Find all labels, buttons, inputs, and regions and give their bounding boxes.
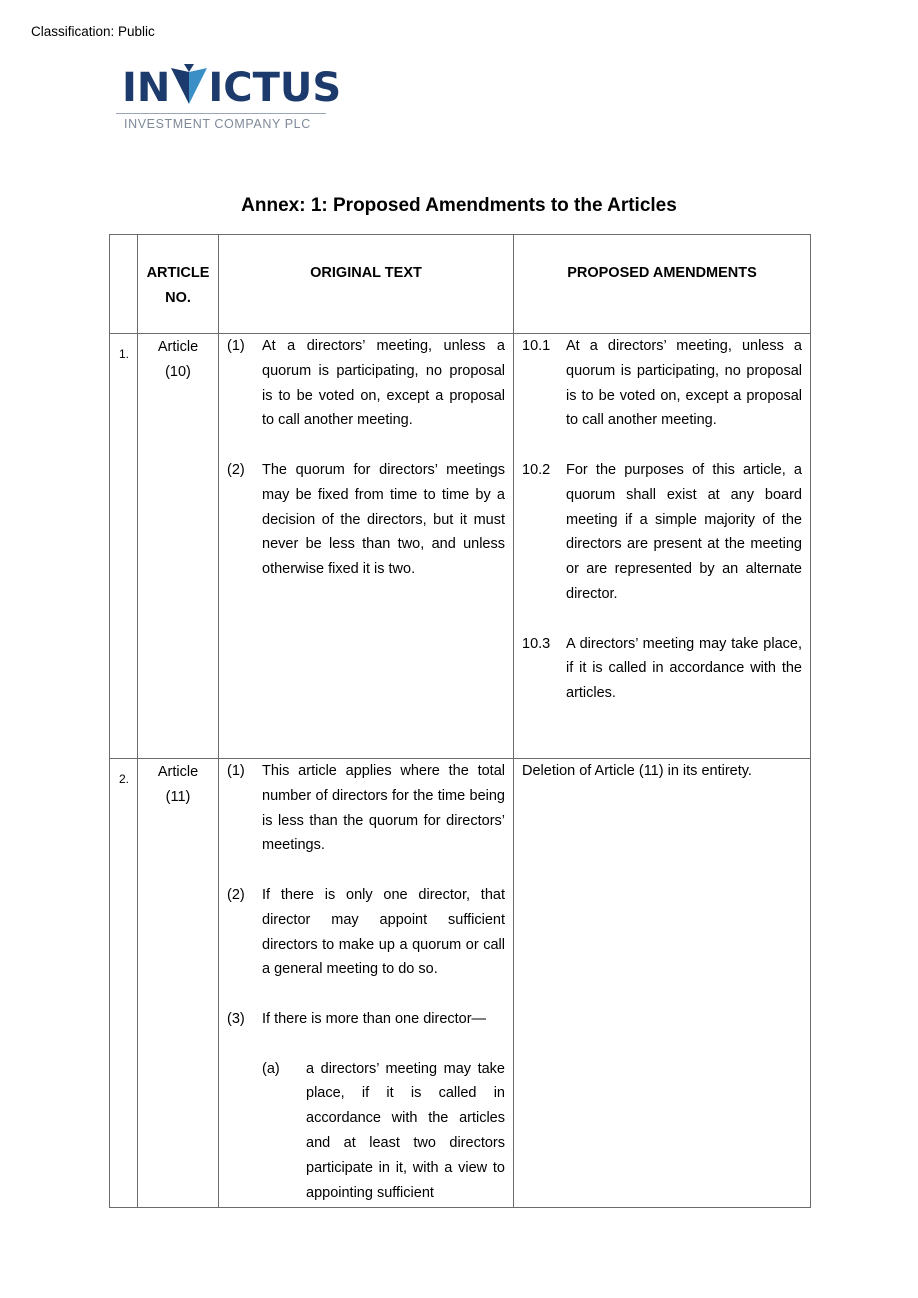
original-clause: (2) The quorum for directors’ meetings may be fixed from time to time by a decision of the directors, but it must never be less than two, and unless otherwise fixed it is two.: [227, 461, 505, 578]
header-original-text: ORIGINAL TEXT: [219, 235, 514, 334]
document-title: Annex: 1: Proposed Amendments to the Articles: [241, 195, 677, 216]
logo-tagline: INVESTMENT COMPANY PLC: [124, 117, 311, 131]
proposed-amendments-cell: [514, 759, 811, 1208]
logo-rule: [116, 113, 326, 114]
article-number: Article (11): [138, 759, 219, 1208]
classification-label: Classification: Public: [31, 24, 155, 39]
original-text-cell: [219, 759, 514, 1208]
logo-wordmark-left: IN: [122, 65, 171, 111]
article-number: Article (10): [138, 334, 219, 759]
header-proposed-amendments: PROPOSED AMENDMENTS: [514, 235, 811, 334]
logo-v-mark-icon: [171, 64, 207, 106]
amendments-table: [109, 234, 811, 1208]
original-clause: (3) If there is more than one director—: [227, 1010, 487, 1027]
proposed-deletion-text: Deletion of Article (11) in its entirety.: [522, 763, 752, 779]
original-clause: (1) This article applies where the total number of directors for the time being is less than the quorum for directors’ meetings.: [227, 763, 505, 854]
invictus-logo: [116, 62, 342, 138]
proposed-clause: 10.2 For the purposes of this article, a quorum shall exist at any board meeting if a simple majority of the directors are present at the meeting or are represented by an alternate director.: [522, 461, 802, 602]
logo-wordmark: [122, 64, 341, 112]
proposed-clause: 10.3 A directors’ meeting may take place, if it is called in accordance with the articles.: [522, 635, 802, 702]
header-article-no: ARTICLE NO.: [138, 235, 219, 334]
original-text-cell: [219, 334, 514, 759]
proposed-amendments-cell: [514, 334, 811, 759]
table-row: [110, 334, 811, 759]
table-row: [110, 759, 811, 1208]
header-index: [110, 235, 138, 334]
table-header-row: [110, 235, 811, 334]
row-number: 1.: [110, 334, 138, 759]
proposed-clause: 10.1 At a directors’ meeting, unless a quorum is participating, no proposal is to be voted on, except a proposal to call another meeting.: [522, 338, 802, 429]
original-subclause: (a) a directors’ meeting may take place, if it is called in accordance with the articles and at least two directors participate in it, with a view to appointing sufficient: [262, 1060, 505, 1201]
original-clause: (1) At a directors’ meeting, unless a quorum is participating, no proposal is to be voted on, except a proposal to call another meeting.: [227, 338, 505, 429]
row-number: 2.: [110, 759, 138, 1208]
original-clause: (2) If there is only one director, that director may appoint sufficient directors to make up a quorum or call a general meeting to do so.: [227, 886, 505, 978]
logo-wordmark-right: ICTUS: [208, 65, 342, 111]
